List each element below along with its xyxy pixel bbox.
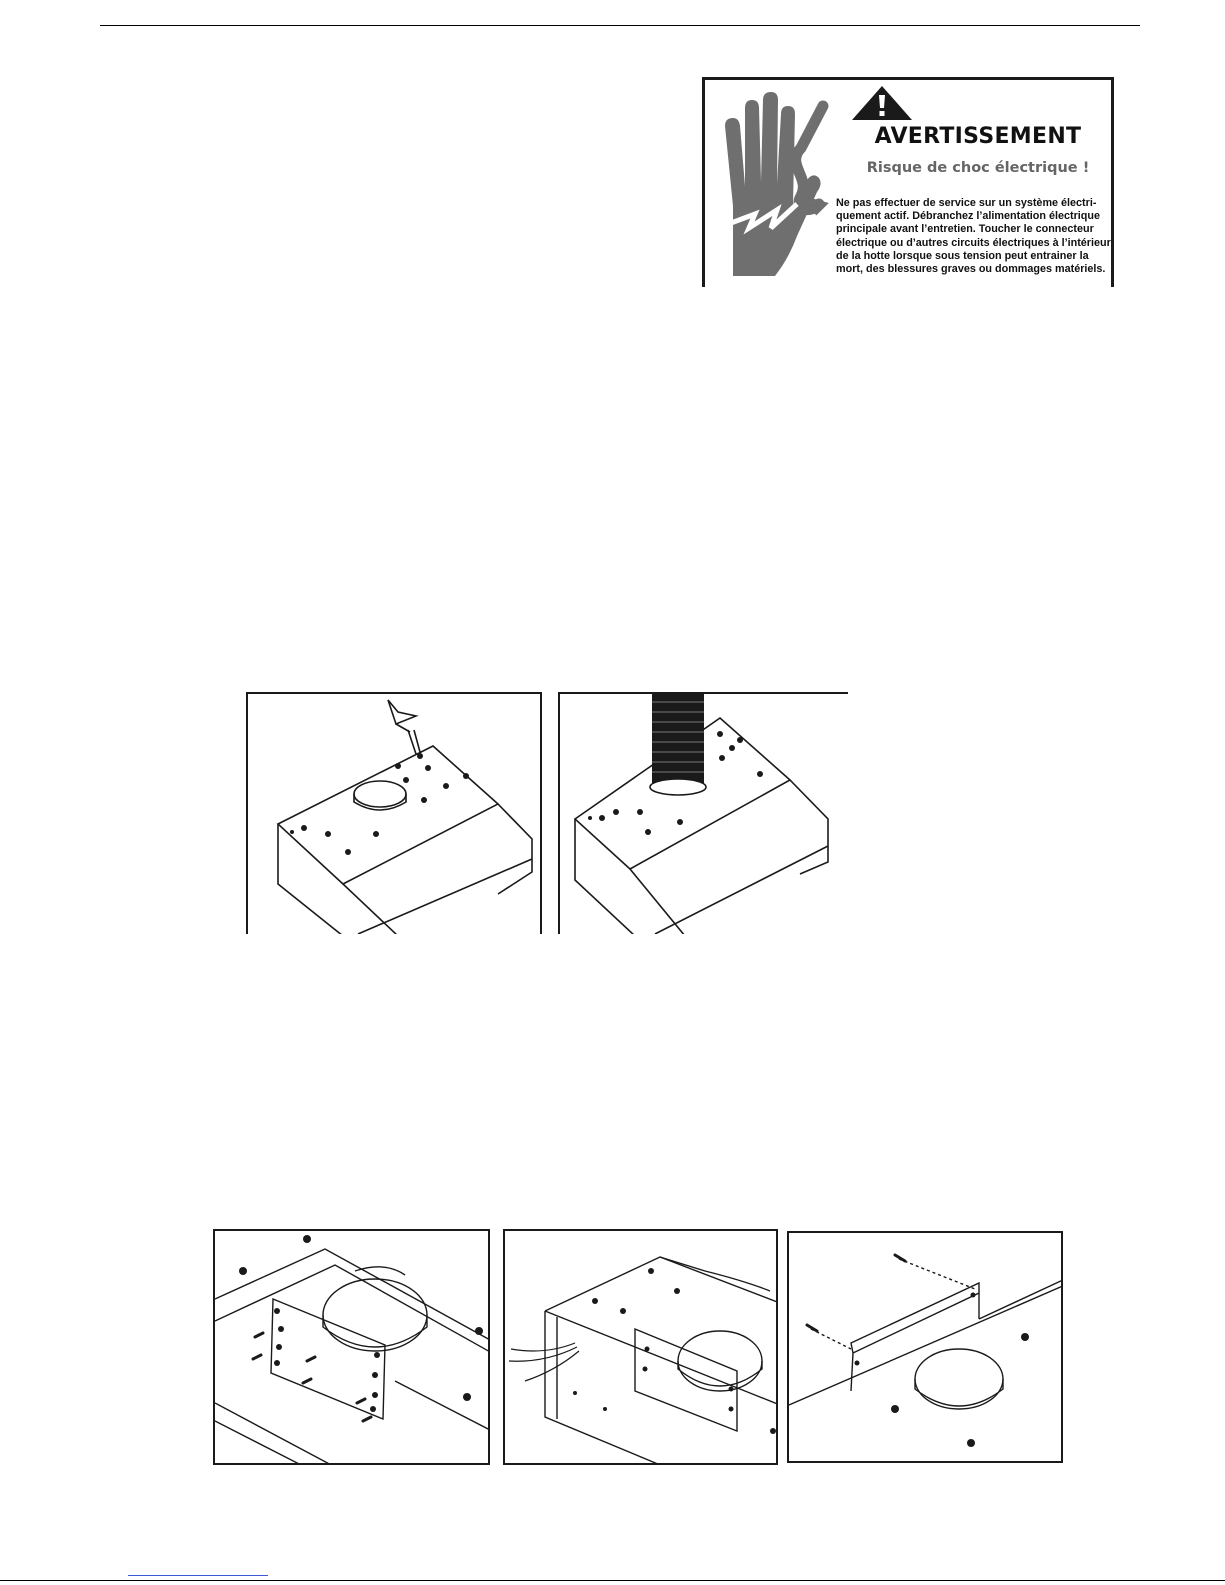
warning-text-line: quement actif. Débranchez l’alimentation électrique: [836, 210, 1100, 223]
warning-text-line: de la hotte lorsque sous tension peut entrainer la: [836, 249, 1089, 262]
figure-duct-attached: [558, 692, 848, 934]
warning-text: [836, 197, 1112, 276]
figure-mounting-plate: [213, 1229, 490, 1465]
electrical-warning-label: [702, 77, 1114, 287]
figure-rear-bracket: [787, 1231, 1063, 1463]
warning-text-line: Ne pas effectuer de service sur un système électri-: [836, 197, 1097, 209]
figure-wiring-plate: [503, 1229, 778, 1465]
warning-text-line: principale avant l’entretien. Toucher le connecteur: [836, 223, 1094, 236]
footer-rule: [0, 1580, 1225, 1581]
mounting-plate-illustration: [215, 1231, 490, 1465]
header-rule: [100, 25, 1140, 26]
warning-triangle-icon: [850, 84, 914, 122]
wiring-plate-illustration: [505, 1231, 778, 1465]
warning-text-line: mort, des blessures graves ou dommages matériels.: [836, 263, 1106, 276]
hood-duct-illustration: [560, 694, 848, 934]
warning-title: AVERTISSEMENT: [874, 124, 1082, 149]
footer-link-underline[interactable]: [128, 1575, 268, 1576]
hood-illustration: [248, 694, 542, 934]
rear-bracket-illustration: [789, 1233, 1063, 1463]
figure-knockout-removal: [246, 692, 542, 934]
warning-text-line: électrique ou d’autres circuits électriques à l’intérieur: [836, 236, 1111, 249]
warning-subtitle: Risque de choc électrique !: [866, 160, 1090, 176]
